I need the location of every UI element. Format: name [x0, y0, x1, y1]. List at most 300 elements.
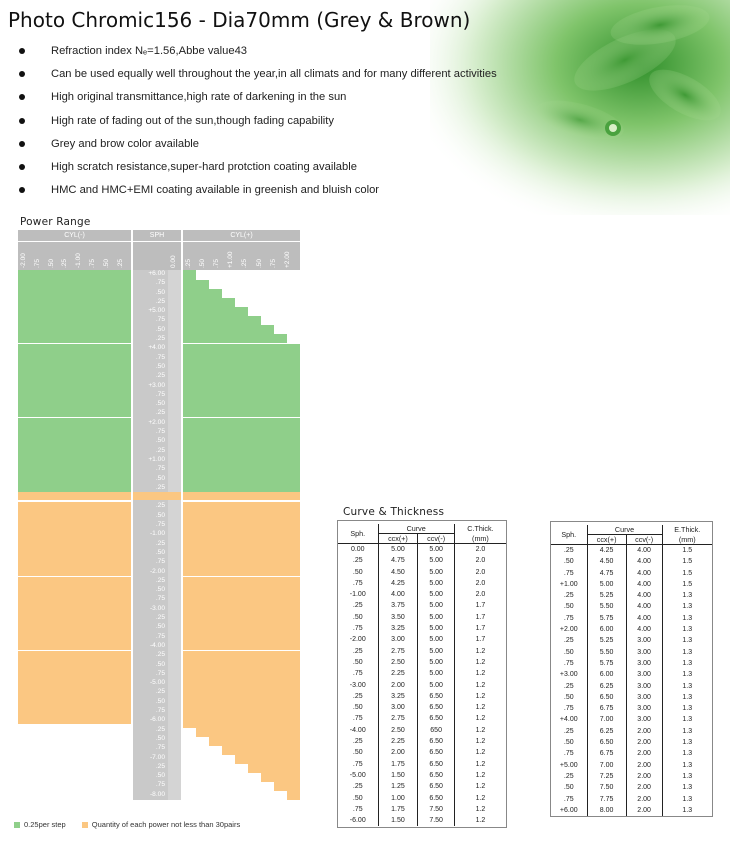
ccx-cell: 2.25: [378, 668, 418, 679]
ccx-cell: 1.75: [378, 804, 418, 815]
sph-tick-label: +4.00: [148, 344, 165, 352]
table-row: [338, 680, 506, 691]
legend-green-swatch: [14, 822, 20, 828]
table-row: [551, 590, 712, 601]
ccx-cell: 2.50: [378, 725, 418, 736]
col-unit-header: (mm): [454, 534, 506, 544]
sph-tick-label: .25: [155, 297, 165, 305]
ccx-cell: 2.50: [378, 657, 418, 668]
cyl-minus-green-block: [18, 270, 131, 492]
row-separator: [183, 343, 300, 344]
thickness-table-minus: [337, 520, 507, 828]
feature-item: Grey and brow color available: [18, 137, 497, 160]
thick-cell: 1.2: [454, 747, 506, 758]
table-row: [338, 646, 506, 657]
table-row: [338, 713, 506, 724]
sph-tick-label: -2.00: [149, 567, 165, 575]
thick-cell: 1.2: [454, 770, 506, 781]
table-row: [338, 668, 506, 679]
sph-tick-label: .75: [155, 465, 165, 473]
ccx-cell: 2.75: [378, 713, 418, 724]
thick-cell: 1.7: [454, 623, 506, 634]
sph-tick-label: .25: [155, 409, 165, 417]
ccx-cell: 8.00: [587, 805, 626, 816]
thick-cell: 1.7: [454, 612, 506, 623]
sph-cell: .25: [352, 738, 363, 746]
thick-cell: 1.3: [662, 782, 712, 793]
table-row: [551, 658, 712, 669]
ccv-cell: 3.00: [626, 635, 662, 646]
sph-cell: -5.00: [349, 771, 366, 779]
cyl-minus-tick-label: -1.00: [75, 253, 83, 268]
sph-tick-label: -3.00: [149, 604, 165, 612]
ccx-cell: 2.75: [378, 646, 418, 657]
ccx-cell: 7.75: [587, 794, 626, 805]
feature-item: High original transmittance,high rate of darkening in the sun: [18, 90, 497, 113]
cyl-minus-orange-block: [18, 502, 131, 724]
ccx-cell: 2.00: [378, 747, 418, 758]
sph-tick-label: .50: [155, 511, 165, 519]
sph-tick-label: .25: [155, 483, 165, 491]
thick-cell: 1.3: [662, 590, 712, 601]
sph-tick-band: [133, 242, 168, 270]
col-ccx-header: ccx(+): [587, 535, 626, 545]
ccx-cell: 6.75: [587, 703, 626, 714]
legend-green-label: 0.25per step: [24, 820, 66, 829]
ccv-cell: 3.00: [626, 714, 662, 725]
cyl-plus-tick-label: .25: [185, 258, 192, 268]
ccx-cell: 5.25: [587, 635, 626, 646]
thick-cell: 1.3: [662, 748, 712, 759]
sph-cell: -2.00: [349, 636, 366, 644]
ccx-cell: 4.00: [378, 589, 418, 600]
ccx-cell: 3.25: [378, 623, 418, 634]
table-row: [551, 545, 712, 557]
row-separator: [183, 417, 300, 418]
table-row: [338, 759, 506, 770]
ccx-cell: 1.25: [378, 781, 418, 792]
thick-cell: 1.2: [454, 702, 506, 713]
table-row: [338, 691, 506, 702]
ccx-cell: 5.75: [587, 613, 626, 624]
cyl-plus-tick-label: .75: [269, 258, 277, 268]
ccx-cell: 5.50: [587, 647, 626, 658]
sph-tick-label: -8.00: [149, 790, 165, 798]
ccv-cell: 5.00: [418, 680, 454, 691]
sph-tick-label: .25: [155, 372, 165, 380]
sph-tick-label: .75: [155, 428, 165, 436]
thick-cell: 1.3: [662, 647, 712, 658]
row-separator: [183, 650, 300, 651]
thick-cell: 1.3: [662, 624, 712, 635]
feature-item: Can be used equally well throughout the year,in all climats and for many different activities: [18, 67, 497, 90]
sph-cell: .50: [563, 739, 574, 747]
ccv-cell: 4.00: [626, 624, 662, 635]
sph-cell: +1.00: [559, 580, 578, 588]
cyl-plus-green-block: [183, 344, 300, 492]
ccx-cell: 6.75: [587, 748, 626, 759]
thick-cell: 1.5: [662, 545, 712, 557]
ccv-cell: 5.00: [418, 555, 454, 566]
sph-tick-label: .25: [155, 688, 165, 696]
cyl-plus-tick-label: +1.00: [227, 251, 235, 268]
cyl-minus-tick-label: .50: [47, 258, 55, 268]
col-unit-header: (mm): [662, 535, 712, 545]
sph-tick-label: .25: [155, 725, 165, 733]
table-row: [551, 748, 712, 759]
sph-cell: .25: [563, 682, 574, 690]
sph-tick-label: .50: [155, 325, 165, 333]
sph-zero-column: [168, 270, 181, 800]
ccx-cell: 6.25: [587, 681, 626, 692]
ccv-cell: 6.50: [418, 702, 454, 713]
cyl-plus-orange-block: [183, 502, 300, 724]
thickness-rows-plus: [551, 545, 712, 817]
sph-cell: +4.00: [559, 716, 578, 724]
sph-cell: .25: [563, 547, 574, 554]
table-row: [551, 647, 712, 658]
thick-cell: 2.0: [454, 544, 506, 556]
sph-cell: .50: [563, 693, 574, 701]
sph-cell: .75: [563, 569, 574, 577]
sph-tick-label: +5.00: [148, 307, 165, 315]
sph-cell: .50: [352, 749, 363, 757]
ccx-cell: 4.75: [587, 568, 626, 579]
table-row: [551, 760, 712, 771]
ccv-cell: 5.00: [418, 657, 454, 668]
thick-cell: 1.2: [454, 736, 506, 747]
legend-orange-swatch: [82, 822, 88, 828]
ccv-cell: 6.50: [418, 691, 454, 702]
ccx-cell: 1.00: [378, 793, 418, 804]
sph-tick-label: .25: [155, 614, 165, 622]
ccv-cell: 2.00: [626, 737, 662, 748]
ccx-cell: 4.50: [587, 556, 626, 567]
sph-tick-label: .25: [155, 446, 165, 454]
sph-tick-label: -6.00: [149, 716, 165, 724]
cyl-minus-tick-label: .50: [102, 258, 110, 268]
ccv-cell: 6.50: [418, 759, 454, 770]
sph-cell: .50: [352, 613, 363, 621]
cyl-plus-orange-staircase: [183, 724, 300, 800]
ccv-cell: 3.00: [626, 647, 662, 658]
sph-cell: .25: [352, 647, 363, 655]
ccx-cell: 6.25: [587, 726, 626, 737]
sph-tick-label: .50: [155, 548, 165, 556]
legend-orange-label: Quantity of each power not less than 30pairs: [91, 820, 241, 829]
ccv-cell: 2.00: [626, 760, 662, 771]
sph-cell: .50: [352, 794, 363, 802]
cyl-plus-tick-label: 0.00: [170, 255, 177, 268]
ccv-cell: 4.00: [626, 601, 662, 612]
sph-tick-label: .75: [155, 353, 165, 361]
legend: [14, 820, 240, 829]
sph-cell: .75: [352, 625, 363, 633]
table-row: [338, 815, 506, 826]
ccv-cell: 7.50: [418, 815, 454, 826]
sph-cell: -6.00: [349, 817, 366, 825]
table-row: [551, 782, 712, 793]
row-separator: [18, 576, 131, 577]
ccv-cell: 3.00: [626, 681, 662, 692]
ccx-cell: 3.75: [378, 600, 418, 611]
table-row: [338, 747, 506, 758]
sph-tick-label: .75: [155, 669, 165, 677]
sph-cell: .50: [352, 658, 363, 666]
sph-cell: .25: [563, 637, 574, 645]
col-curve-header: Curve: [378, 524, 454, 534]
sph-cell: 0.00: [350, 546, 365, 553]
ccx-cell: 6.50: [587, 737, 626, 748]
ccv-cell: 2.00: [626, 771, 662, 782]
sph-tick-label: .50: [155, 623, 165, 631]
row-separator: [18, 650, 131, 651]
cyl-minus-tick-label: .25: [116, 258, 124, 268]
table-row: [338, 793, 506, 804]
thick-cell: 1.2: [454, 781, 506, 792]
cyl-minus-tick-label: .75: [33, 258, 41, 268]
ccx-cell: 1.50: [378, 815, 418, 826]
ccv-cell: 2.00: [626, 782, 662, 793]
ccv-cell: 3.00: [626, 703, 662, 714]
power-range-title: Power Range: [20, 216, 91, 228]
thick-cell: 2.0: [454, 578, 506, 589]
ccv-cell: 6.50: [418, 736, 454, 747]
sph-cell: .75: [352, 715, 363, 723]
thick-cell: 1.2: [454, 646, 506, 657]
sph-tick-label: -5.00: [149, 679, 165, 687]
thick-cell: 1.3: [662, 726, 712, 737]
table-row: [551, 556, 712, 567]
cyl-plus-tick-label: .50: [255, 258, 263, 268]
sph-tick-label: .50: [155, 660, 165, 668]
ccv-cell: 6.50: [418, 781, 454, 792]
ccv-cell: 5.00: [418, 544, 454, 556]
cyl-minus-tick-label: -2.00: [20, 253, 27, 268]
table-row: [338, 578, 506, 589]
table-row: [551, 669, 712, 680]
sph-tick-label: -1.00: [149, 530, 165, 538]
thick-cell: 1.2: [454, 713, 506, 724]
thick-cell: 1.3: [662, 692, 712, 703]
sph-cell: +2.00: [559, 626, 578, 634]
table-row: [338, 770, 506, 781]
ccv-cell: 2.00: [626, 748, 662, 759]
ccv-cell: 4.00: [626, 556, 662, 567]
cyl-minus-zero-band: [18, 492, 131, 500]
ccx-cell: 3.00: [378, 634, 418, 645]
curve-thickness-title: Curve & Thickness: [343, 506, 445, 518]
ccv-cell: 5.00: [418, 623, 454, 634]
table-row: [338, 589, 506, 600]
power-range-chart: [18, 230, 300, 800]
ccv-cell: 650: [418, 725, 454, 736]
thick-cell: 2.0: [454, 555, 506, 566]
table-row: [338, 781, 506, 792]
ccv-cell: 5.00: [418, 578, 454, 589]
thick-cell: 1.7: [454, 600, 506, 611]
row-separator: [18, 343, 131, 344]
thick-cell: 1.3: [662, 703, 712, 714]
sph-cell: +6.00: [559, 806, 578, 814]
thick-cell: 1.2: [454, 725, 506, 736]
table-row: [338, 657, 506, 668]
thick-cell: 1.5: [662, 556, 712, 567]
ccv-cell: 5.00: [418, 668, 454, 679]
table-row: [551, 635, 712, 646]
sph-tick-label: .75: [155, 390, 165, 398]
table-row: [551, 568, 712, 579]
ccv-cell: 3.00: [626, 658, 662, 669]
ccv-cell: 7.50: [418, 804, 454, 815]
cyl-plus-tick-label: .25: [241, 258, 249, 268]
ccv-cell: 5.00: [418, 600, 454, 611]
sph-tick-label: +6.00: [148, 270, 165, 277]
ccx-cell: 5.00: [587, 579, 626, 590]
sph-tick-label: .50: [155, 437, 165, 445]
ccv-cell: 4.00: [626, 568, 662, 579]
sph-tick-label: .75: [155, 279, 165, 287]
table-row: [551, 794, 712, 805]
thick-cell: 1.2: [454, 657, 506, 668]
table-row: [551, 771, 712, 782]
thick-cell: 1.3: [662, 681, 712, 692]
thick-cell: 2.0: [454, 567, 506, 578]
table-row: [338, 725, 506, 736]
cyl-plus-header: CYL(+): [183, 230, 300, 241]
col-ccx-header: ccx(+): [378, 534, 418, 544]
sph-cell: .25: [563, 592, 574, 600]
sph-zero-row: [133, 492, 181, 500]
table-row: [551, 681, 712, 692]
thickness-table-plus: [550, 521, 713, 817]
ccx-cell: 1.75: [378, 759, 418, 770]
thick-cell: 1.7: [454, 634, 506, 645]
sph-cell: .75: [352, 760, 363, 768]
ccv-cell: 2.00: [626, 794, 662, 805]
thick-cell: 1.2: [454, 815, 506, 826]
sph-tick-label: +3.00: [148, 381, 165, 389]
thick-cell: 1.2: [454, 804, 506, 815]
ccv-cell: 4.00: [626, 613, 662, 624]
table-row: [338, 623, 506, 634]
sph-header: SPH: [133, 230, 181, 241]
sph-cell: +3.00: [559, 671, 578, 679]
sph-cell: .25: [563, 727, 574, 735]
sph-tick-label: .25: [155, 502, 165, 510]
sph-tick-label: .50: [155, 288, 165, 296]
thick-cell: 1.3: [662, 771, 712, 782]
sph-tick-label: .25: [155, 576, 165, 584]
ccv-cell: 6.50: [418, 770, 454, 781]
ccv-cell: 5.00: [418, 634, 454, 645]
cyl-plus-green-staircase: [183, 270, 300, 344]
table-row: [551, 579, 712, 590]
sph-tick-label: .50: [155, 400, 165, 408]
col-curve-header: Curve: [587, 525, 662, 535]
col-ccv-header: ccv(-): [418, 534, 454, 544]
feature-item: High scratch resistance,super-hard protction coating available: [18, 160, 497, 183]
ccv-cell: 5.00: [418, 646, 454, 657]
sph-tick-label: -4.00: [149, 641, 165, 649]
col-thick-header: E.Thick.: [662, 525, 712, 535]
sph-tick-label: .75: [155, 558, 165, 566]
sph-cell: .25: [563, 772, 574, 780]
table-row: [338, 612, 506, 623]
sph-tick-label: .50: [155, 772, 165, 780]
sph-tick-label: .75: [155, 632, 165, 640]
ccx-cell: 4.75: [378, 555, 418, 566]
thick-cell: 1.3: [662, 613, 712, 624]
cyl-plus-zero-band: [183, 492, 300, 500]
table-row: [551, 601, 712, 612]
sph-tick-label: .75: [155, 316, 165, 324]
sph-tick-label: .75: [155, 595, 165, 603]
sph-cell: .50: [563, 784, 574, 792]
ccx-cell: 2.00: [378, 680, 418, 691]
ccv-cell: 6.50: [418, 793, 454, 804]
sph-cell: .50: [563, 648, 574, 656]
sph-tick-label: .50: [155, 474, 165, 482]
row-separator: [183, 576, 300, 577]
feature-item: High rate of fading out of the sun,though fading capability: [18, 114, 497, 137]
thick-cell: 1.2: [454, 668, 506, 679]
table-row: [551, 714, 712, 725]
ccx-cell: 6.50: [587, 692, 626, 703]
col-ccv-header: ccv(-): [626, 535, 662, 545]
ccx-cell: 7.00: [587, 760, 626, 771]
sph-cell: .75: [352, 805, 363, 813]
table-row: [551, 613, 712, 624]
sph-cell: .50: [352, 568, 363, 576]
ccv-cell: 6.50: [418, 713, 454, 724]
sph-cell: +5.00: [559, 761, 578, 769]
ccx-cell: 5.75: [587, 658, 626, 669]
thick-cell: 1.2: [454, 680, 506, 691]
ccx-cell: 4.50: [378, 567, 418, 578]
cyl-minus-tick-label: .25: [61, 258, 69, 268]
sph-cell: -4.00: [349, 726, 366, 734]
table-row: [551, 805, 712, 816]
table-row: [338, 600, 506, 611]
col-thick-header: C.Thick.: [454, 524, 506, 534]
sph-tick-label: .75: [155, 707, 165, 715]
ccv-cell: 4.00: [626, 579, 662, 590]
page-title: Photo Chromic156 - Dia70mm (Grey & Brown): [8, 8, 471, 32]
sph-tick-label: .50: [155, 697, 165, 705]
sph-cell: .75: [563, 750, 574, 758]
cyl-plus-tick-label: .50: [199, 258, 207, 268]
thick-cell: 2.0: [454, 589, 506, 600]
sph-cell: .75: [563, 795, 574, 803]
table-row: [338, 702, 506, 713]
ccv-cell: 5.00: [418, 567, 454, 578]
ccx-cell: 5.00: [378, 544, 418, 556]
sph-tick-label: .25: [155, 335, 165, 343]
feature-item: HMC and HMC+EMI coating available in greenish and bluish color: [18, 183, 497, 206]
table-row: [338, 634, 506, 645]
table-row: [338, 567, 506, 578]
thick-cell: 1.2: [454, 793, 506, 804]
table-row: [551, 703, 712, 714]
ccv-cell: 3.00: [626, 692, 662, 703]
table-row: [551, 692, 712, 703]
ccx-cell: 3.50: [378, 612, 418, 623]
thick-cell: 1.3: [662, 805, 712, 816]
sph-cell: .50: [563, 603, 574, 611]
feature-item: Refraction index Nₑ=1.56,Abbe value43: [18, 44, 497, 67]
sph-cell: .75: [352, 670, 363, 678]
